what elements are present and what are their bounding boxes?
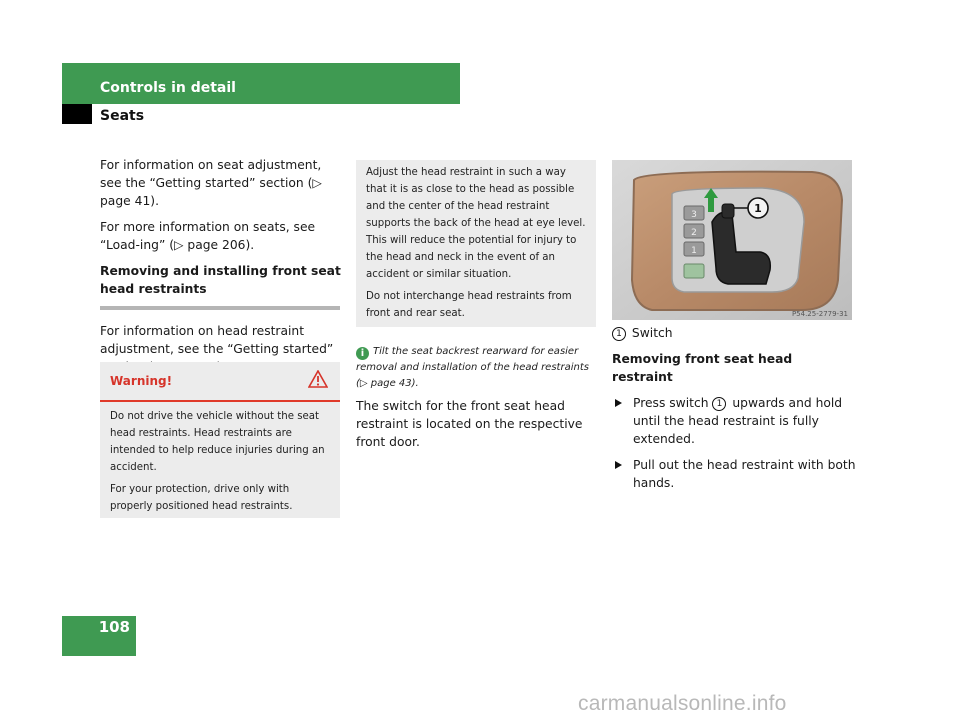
tip [356,344,596,392]
heading-rule [100,306,340,310]
page-number: 108 [98,618,130,636]
note-text-1: Adjust the head restraint in such a way that it is as close to the head as possible and the center of the head restraint supports the back of the head at eye level. This will reduce the potential for injury to the head and neck in the event of an accident or similar situation. [366,167,586,280]
memory-label-3: 3 [691,210,697,220]
callout-number-icon: 1 [612,327,626,341]
figure-caption [612,324,857,342]
warning-header [100,362,340,402]
instruction-2-text: Pull out the head restraint with both hands. [633,458,856,490]
door-switch-figure [612,160,852,320]
warning-title: Warning! [110,374,173,388]
note-text-2: Do not interchange head restraints from front and rear seat. [366,291,572,319]
instruction-1-pre: Press switch [633,396,709,410]
info-icon: i [356,347,369,360]
instruction-2 [612,456,857,492]
note-box [356,160,596,327]
memory-label-2: 2 [691,228,697,238]
warning-triangle-icon [308,370,328,388]
heading-line-2: head restraints [100,282,207,296]
bullet-arrow-icon [615,461,622,469]
instruction-1-post: upwards and hold until the head restraint is fully extended. [633,396,843,446]
memory-store-button [684,264,704,278]
warning-body [100,402,340,515]
switch-location-text: The switch for the front seat head restraint is located on the respective front door. [356,399,583,449]
memory-label-1: 1 [691,246,697,256]
removal-heading: Removing front seat head restraint [612,352,793,384]
warning-text-1: Do not drive the vehicle without the seat head restraints. Head restraints are intended to help reduce injuries during an accident. [110,411,325,473]
instruction-1 [612,394,857,448]
callout-number-icon: 1 [712,397,726,411]
head-restraint-adjustment-text: For information on head restraint adjustment, see the “Getting started” [100,324,334,356]
loading-text: For more information on seats, see “Load-ing” (▷ page 206). [100,220,316,252]
column-3 [612,324,857,500]
caption-text: Switch [631,326,673,340]
figure-code: P54.25-2779-31 [791,310,848,318]
seat-adjustment-text: For information on seat adjustment, see the “Getting started” section (▷ page 41). [100,158,322,208]
callout-number: 1 [754,202,762,215]
watermark: carmanualsonline.info [578,692,787,715]
section-title: Controls in detail [100,80,236,96]
column-1 [100,156,345,384]
warning-text-2: For your protection, drive only with properly positioned head restraints. [110,484,293,512]
section-heading [100,262,345,298]
section-marker [62,104,92,124]
tip-text: Tilt the seat backrest rearward for easier removal and installation of the head restraints (▷ page 43). [356,346,589,389]
bullet-arrow-icon [615,399,622,407]
warning-box [100,362,340,518]
subsection-title: Seats [100,108,145,124]
heading-line-1: Removing and installing front seat [100,264,341,278]
